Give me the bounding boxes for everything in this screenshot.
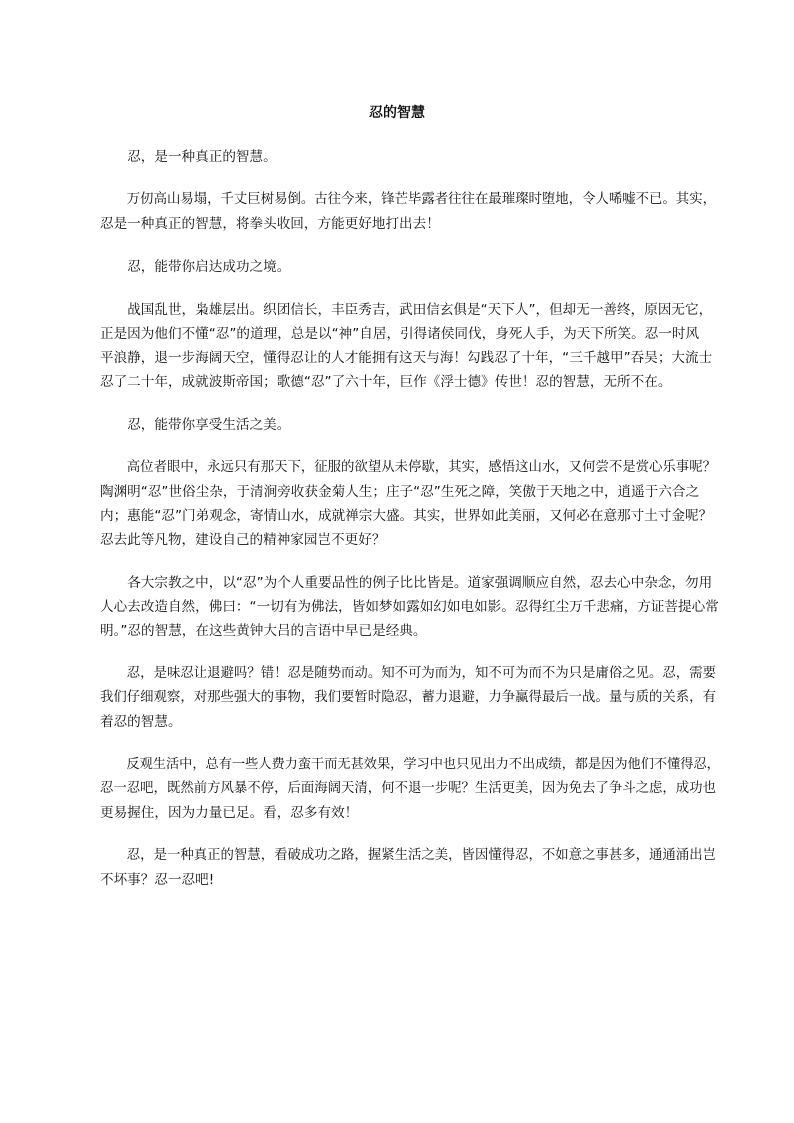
paragraph <box>100 844 720 892</box>
paragraph-line: 忍，是一种真正的智慧，看破成功之路，握紧生活之美，皆因懂得忍，不如意之事甚多，通通涌出岂 <box>126 848 716 863</box>
paragraph-line: 内；惠能“忍”门弟观念，寄情山水，成就禅宗大盛。其实，世界如此美丽，又何必在意那寸土寸金呢？ <box>100 508 713 524</box>
paragraph-line: 更易握住，因为力量已足。看，忍多有效！ <box>100 805 359 821</box>
paragraph-line: 战国乱世，枭雄层出。织团信长，丰臣秀吉，武田信玄俱是“天下人”，但却无一善终，原因无它， <box>127 302 713 318</box>
paragraph <box>100 662 720 734</box>
paragraph-line: 明。”忍的智慧，在这些黄钟大吕的言语中早已是经典。 <box>100 623 427 639</box>
paragraph <box>100 413 720 437</box>
paragraph-line: 各大宗教之中，以“忍”为个人重要品性的例子比比皆是。道家强调顺应自然，忍去心中杂念，勿用 <box>127 575 713 591</box>
paragraph-line: 忍，能带你启达成功之境。 <box>127 259 291 275</box>
paragraph-line: 平浪静，退一步海阔天空，懂得忍让的人才能拥有这天与海！勾践忍了十年，“三千越甲”吞吴；大流士 <box>100 350 713 366</box>
paragraph-line: 忍了二十年，成就波斯帝国；歌德“忍”了六十年，巨作《浮士德》传世！忍的智慧，无所不在。 <box>100 374 672 390</box>
paragraph-line: 忍，是味忍让退避吗？错！忍是随势而动。知不可为而为，知不可为而不为只是庸俗之见。忍，需要 <box>126 666 716 681</box>
paragraph-line: 反观生活中，总有一些人费力蛮干而无甚效果，学习中也只见出力不出成绩，都是因为他们不懂得忍， <box>126 757 720 772</box>
paragraph <box>100 753 720 825</box>
paragraph-line: 人心去改造自然，佛曰：“一切有为佛法，皆如梦如露如幻如电如影。忍得红尘万千悲痛，方证菩提心常 <box>100 599 719 615</box>
paragraph-line: 忍，是一种真正的智慧。 <box>127 149 277 165</box>
paragraph-line: 不坏事？忍一忍吧! <box>100 872 215 888</box>
document-title: 忍的智慧 <box>369 105 425 121</box>
paragraph <box>100 145 720 169</box>
paragraph <box>100 298 720 394</box>
document-body <box>100 145 720 911</box>
paragraph <box>100 188 720 236</box>
paragraph-line: 忍去此等凡物，建设自己的精神家园岂不更好？ <box>100 532 386 548</box>
paragraph <box>100 456 720 552</box>
paragraph-line: 高位者眼中，永远只有那天下，征服的欲望从未停歇，其实，感悟这山水，又何尝不是赏心乐事呢？ <box>126 460 716 475</box>
paragraph-line: 忍一忍吧，既然前方风暴不停，后面海阔天清，何不退一步呢？生活更美，因为免去了争斗之虑，成功也 <box>100 781 716 796</box>
paragraph <box>100 255 720 279</box>
paragraph-line: 我们仔细观察，对那些强大的事物，我们要暂时隐忍，蓄力退避，力争赢得最后一战。量与质的关系，有 <box>100 690 716 705</box>
paragraph-line: 正是因为他们不懂“忍”的道理，总是以“神”自居，引得诸侯同伐，身死人手，为天下所笑。忍一时风 <box>100 326 700 342</box>
paragraph-line: 万仞高山易塌，千丈巨树易倒。古往今来，锋芒毕露者往往在最璀璨时堕地，令人唏嘘不已。其实， <box>126 192 716 207</box>
paragraph-line: 着忍的智慧。 <box>100 714 182 730</box>
paragraph-line: 忍，能带你享受生活之美。 <box>127 417 291 433</box>
paragraph <box>100 571 720 643</box>
paragraph-line: 忍是一种真正的智慧，将拳头收回，方能更好地打出去！ <box>100 216 440 232</box>
paragraph-line: 陶渊明“忍”世俗尘杂，于清涧旁收获金菊人生；庄子“忍”生死之障，笑傲于天地之中，逍遥于六合之 <box>100 484 700 500</box>
